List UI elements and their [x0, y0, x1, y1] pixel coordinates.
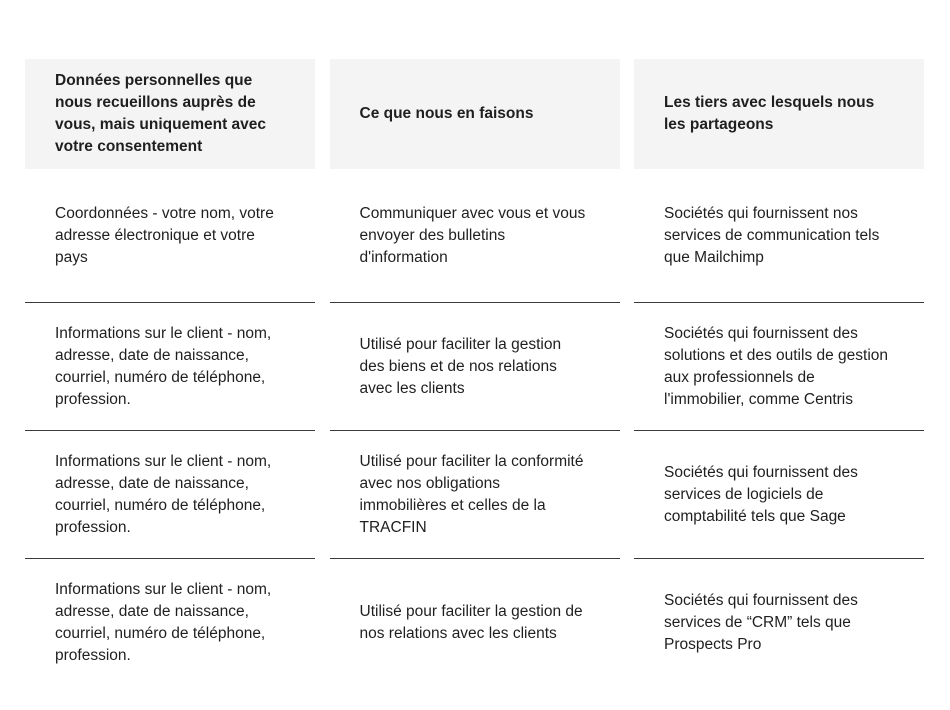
- table-cell: [330, 559, 620, 687]
- table-cell: [25, 169, 315, 303]
- cell-text: Informations sur le client - nom, adresse, date de naissance, courriel, numéro de téléphone, profession.: [55, 452, 272, 536]
- cell-text: Informations sur le client - nom, adresse, date de naissance, courriel, numéro de téléphone, profession.: [55, 324, 272, 408]
- cell-text: Utilisé pour faciliter la gestion des biens et de nos relations avec les clients: [359, 335, 562, 397]
- table-header-row: [25, 59, 924, 169]
- cell-text: Utilisé pour faciliter la gestion de nos relations avec les clients: [359, 603, 583, 642]
- cell-text: Utilisé pour faciliter la conformité avec nos obligations immobilières et celles de la TRACFIN: [359, 452, 584, 536]
- table-cell: [634, 431, 924, 559]
- cell-text: Sociétés qui fournissent des services de logiciels de comptabilité tels que Sage: [664, 463, 858, 525]
- header-third-parties: [634, 59, 924, 169]
- table-cell: [634, 559, 924, 687]
- header-usage: [330, 59, 620, 169]
- header-cell-text: Ce que nous en faisons: [359, 105, 534, 122]
- table-cell: [25, 303, 315, 431]
- cell-text: Coordonnées - votre nom, votre adresse électronique et votre pays: [55, 204, 274, 266]
- cell-text: Sociétés qui fournissent nos services de communication tels que Mailchimp: [664, 204, 880, 266]
- table-cell: [330, 431, 620, 559]
- cell-text: Communiquer avec vous et vous envoyer des bulletins d'information: [359, 204, 586, 266]
- header-cell-text: Les tiers avec lesquels nous les partageons: [664, 94, 875, 133]
- cell-text: Sociétés qui fournissent des solutions et des outils de gestion aux professionnels de l'immobilier, comme Centris: [664, 324, 889, 408]
- table-cell: [25, 431, 315, 559]
- table-row: [25, 559, 924, 687]
- header-personal-data: [25, 59, 315, 169]
- header-cell-text: Données personnelles que nous recueillons auprès de vous, mais uniquement avec votre consentement: [55, 72, 267, 155]
- table-cell: [330, 303, 620, 431]
- data-sharing-table: [25, 59, 924, 687]
- table-cell: [330, 169, 620, 303]
- cell-text: Sociétés qui fournissent des services de “CRM” tels que Prospects Pro: [664, 592, 858, 653]
- cell-text: Informations sur le client - nom, adresse, date de naissance, courriel, numéro de téléphone, profession.: [55, 581, 272, 664]
- table-cell: [634, 169, 924, 303]
- table-cell: [25, 559, 315, 687]
- table-row: [25, 169, 924, 303]
- table-row: [25, 303, 924, 431]
- table-row: [25, 431, 924, 559]
- table-cell: [634, 303, 924, 431]
